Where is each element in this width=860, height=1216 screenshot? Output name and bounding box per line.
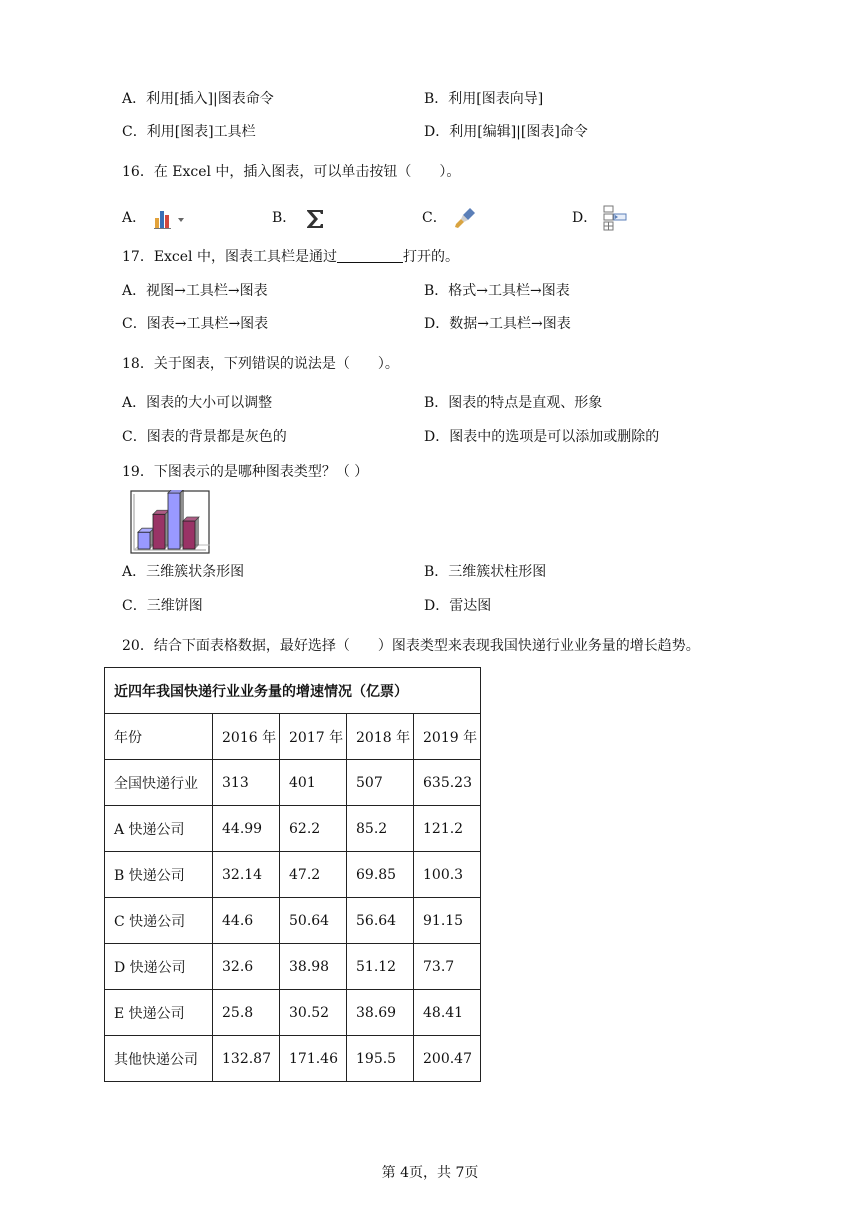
q17-option-d [424, 315, 571, 333]
option-text: 利用[图表]工具栏 [146, 124, 256, 140]
option-letter: D． [424, 124, 450, 140]
option-letter: B． [424, 283, 449, 299]
option-letter: D． [424, 316, 450, 332]
option-letter: B． [424, 395, 449, 411]
q17-option-c [122, 315, 268, 333]
value-cell: 100.3 [414, 852, 481, 898]
table-row [105, 760, 481, 806]
figure-bar [153, 510, 169, 549]
table-caption-row [105, 668, 481, 714]
q16-option-a-letter: A． [122, 210, 147, 226]
q19-option-d [424, 597, 491, 615]
header-cell: 2019 年 [414, 714, 481, 760]
chart-wizard-icon [152, 206, 188, 230]
value-cell: 30.52 [280, 990, 347, 1036]
row-label-cell: E 快递公司 [105, 990, 213, 1036]
value-cell: 48.41 [414, 990, 481, 1036]
row-label-cell: D 快递公司 [105, 944, 213, 990]
option-letter: C． [122, 124, 147, 140]
autosum-sigma-icon [303, 207, 327, 231]
value-cell: 47.2 [280, 852, 347, 898]
q16-option-c-letter: C． [422, 210, 447, 226]
value-cell: 32.14 [213, 852, 280, 898]
q15-option-d [424, 123, 588, 141]
table-caption: 近四年我国快递行业业务量的增速情况（亿票） [105, 668, 481, 714]
value-cell: 401 [280, 760, 347, 806]
value-cell: 25.8 [213, 990, 280, 1036]
value-cell: 51.12 [347, 944, 414, 990]
value-cell: 56.64 [347, 898, 414, 944]
value-cell: 91.15 [414, 898, 481, 944]
q18-option-d [424, 428, 659, 446]
value-cell: 121.2 [414, 806, 481, 852]
option-text: 三维簇状柱形图 [448, 564, 547, 580]
q19-option-c [122, 597, 203, 615]
value-cell: 195.5 [347, 1036, 414, 1082]
value-cell: 44.6 [213, 898, 280, 944]
option-letter: B． [424, 564, 449, 580]
q17-option-b [424, 282, 570, 300]
table-row [105, 944, 481, 990]
q16-option-b-letter: B． [272, 210, 297, 226]
option-text: 数据→工具栏→图表 [449, 316, 571, 332]
q18-option-b [424, 394, 602, 412]
option-letter: D． [424, 598, 450, 614]
option-letter: C． [122, 598, 147, 614]
table-grid-icon [601, 204, 629, 232]
header-cell: 2018 年 [347, 714, 414, 760]
option-letter: A． [122, 564, 147, 580]
option-text: 图表的特点是直观、形象 [448, 395, 603, 411]
q16-stem: 16．在 Excel 中，插入图表，可以单击按钮（ ）。 [122, 164, 461, 180]
option-letter: A． [122, 91, 147, 107]
value-cell: 38.69 [347, 990, 414, 1036]
option-text: 图表→工具栏→图表 [146, 316, 269, 332]
value-cell: 635.23 [414, 760, 481, 806]
value-cell: 200.47 [414, 1036, 481, 1082]
table-row [105, 852, 481, 898]
option-text: 三维饼图 [146, 598, 203, 614]
value-cell: 44.99 [213, 806, 280, 852]
format-painter-brush-icon [452, 205, 480, 231]
table-row [105, 990, 481, 1036]
option-text: 图表的背景都是灰色的 [146, 429, 287, 445]
option-letter: A． [122, 283, 147, 299]
q18-option-a [122, 394, 272, 412]
option-text: 三维簇状条形图 [146, 564, 245, 580]
q20-stem: 20．结合下面表格数据，最好选择（ ）图表类型来表现我国快递行业业务量的增长趋势。 [122, 638, 700, 654]
q19-option-b [424, 563, 546, 581]
row-label-cell: B 快递公司 [105, 852, 213, 898]
option-letter: C． [122, 316, 147, 332]
q17-stem [122, 248, 459, 266]
value-cell: 507 [347, 760, 414, 806]
q15-option-c [122, 123, 256, 141]
row-label-cell: 其他快递公司 [105, 1036, 213, 1082]
row-label-cell: 全国快递行业 [105, 760, 213, 806]
option-text: 图表的大小可以调整 [146, 395, 273, 411]
option-text: 雷达图 [449, 598, 492, 614]
q17-option-a [122, 282, 268, 300]
value-cell: 69.85 [347, 852, 414, 898]
option-letter: A． [122, 395, 147, 411]
answer-blank [337, 248, 403, 263]
q19-stem: 19．下图表示的是哪种图表类型？（ ） [122, 464, 369, 480]
q19-option-a [122, 563, 244, 581]
value-cell: 50.64 [280, 898, 347, 944]
q15-option-b [424, 90, 543, 108]
value-cell: 313 [213, 760, 280, 806]
value-cell: 132.87 [213, 1036, 280, 1082]
q15-option-a [122, 90, 274, 108]
option-text: 格式→工具栏→图表 [448, 283, 570, 299]
table-row [105, 898, 481, 944]
option-letter: B． [424, 91, 449, 107]
value-cell: 38.98 [280, 944, 347, 990]
table-row [105, 806, 481, 852]
q18-option-c [122, 428, 287, 446]
option-text: 图表中的选项是可以添加或删除的 [449, 429, 660, 445]
figure-bar [168, 490, 184, 549]
3d-column-chart-figure [130, 490, 210, 554]
value-cell: 85.2 [347, 806, 414, 852]
table-row [105, 1036, 481, 1082]
figure-bar [138, 528, 154, 549]
table-header-row [105, 714, 481, 760]
q16-option-d-letter: D． [572, 210, 598, 226]
page-number: 第 4页，共 7页 [381, 1165, 479, 1181]
figure-bar [183, 517, 199, 549]
header-cell: 年份 [105, 714, 213, 760]
option-text: 利用[编辑]|[图表]命令 [449, 124, 588, 140]
express-volume-table [104, 667, 481, 1082]
stem-text: 17．Excel 中，图表工具栏是通过 [122, 249, 337, 265]
row-label-cell: C 快递公司 [105, 898, 213, 944]
option-text: 利用[插入]|图表命令 [146, 91, 274, 107]
q18-stem: 18．关于图表，下列错误的说法是（ ）。 [122, 356, 399, 372]
header-cell: 2017 年 [280, 714, 347, 760]
option-letter: D． [424, 429, 450, 445]
value-cell: 62.2 [280, 806, 347, 852]
row-label-cell: A 快递公司 [105, 806, 213, 852]
value-cell: 73.7 [414, 944, 481, 990]
value-cell: 171.46 [280, 1036, 347, 1082]
option-text: 利用[图表向导] [448, 91, 544, 107]
header-cell: 2016 年 [213, 714, 280, 760]
stem-text: 打开的。 [402, 249, 459, 265]
value-cell: 32.6 [213, 944, 280, 990]
option-letter: C． [122, 429, 147, 445]
option-text: 视图→工具栏→图表 [146, 283, 268, 299]
